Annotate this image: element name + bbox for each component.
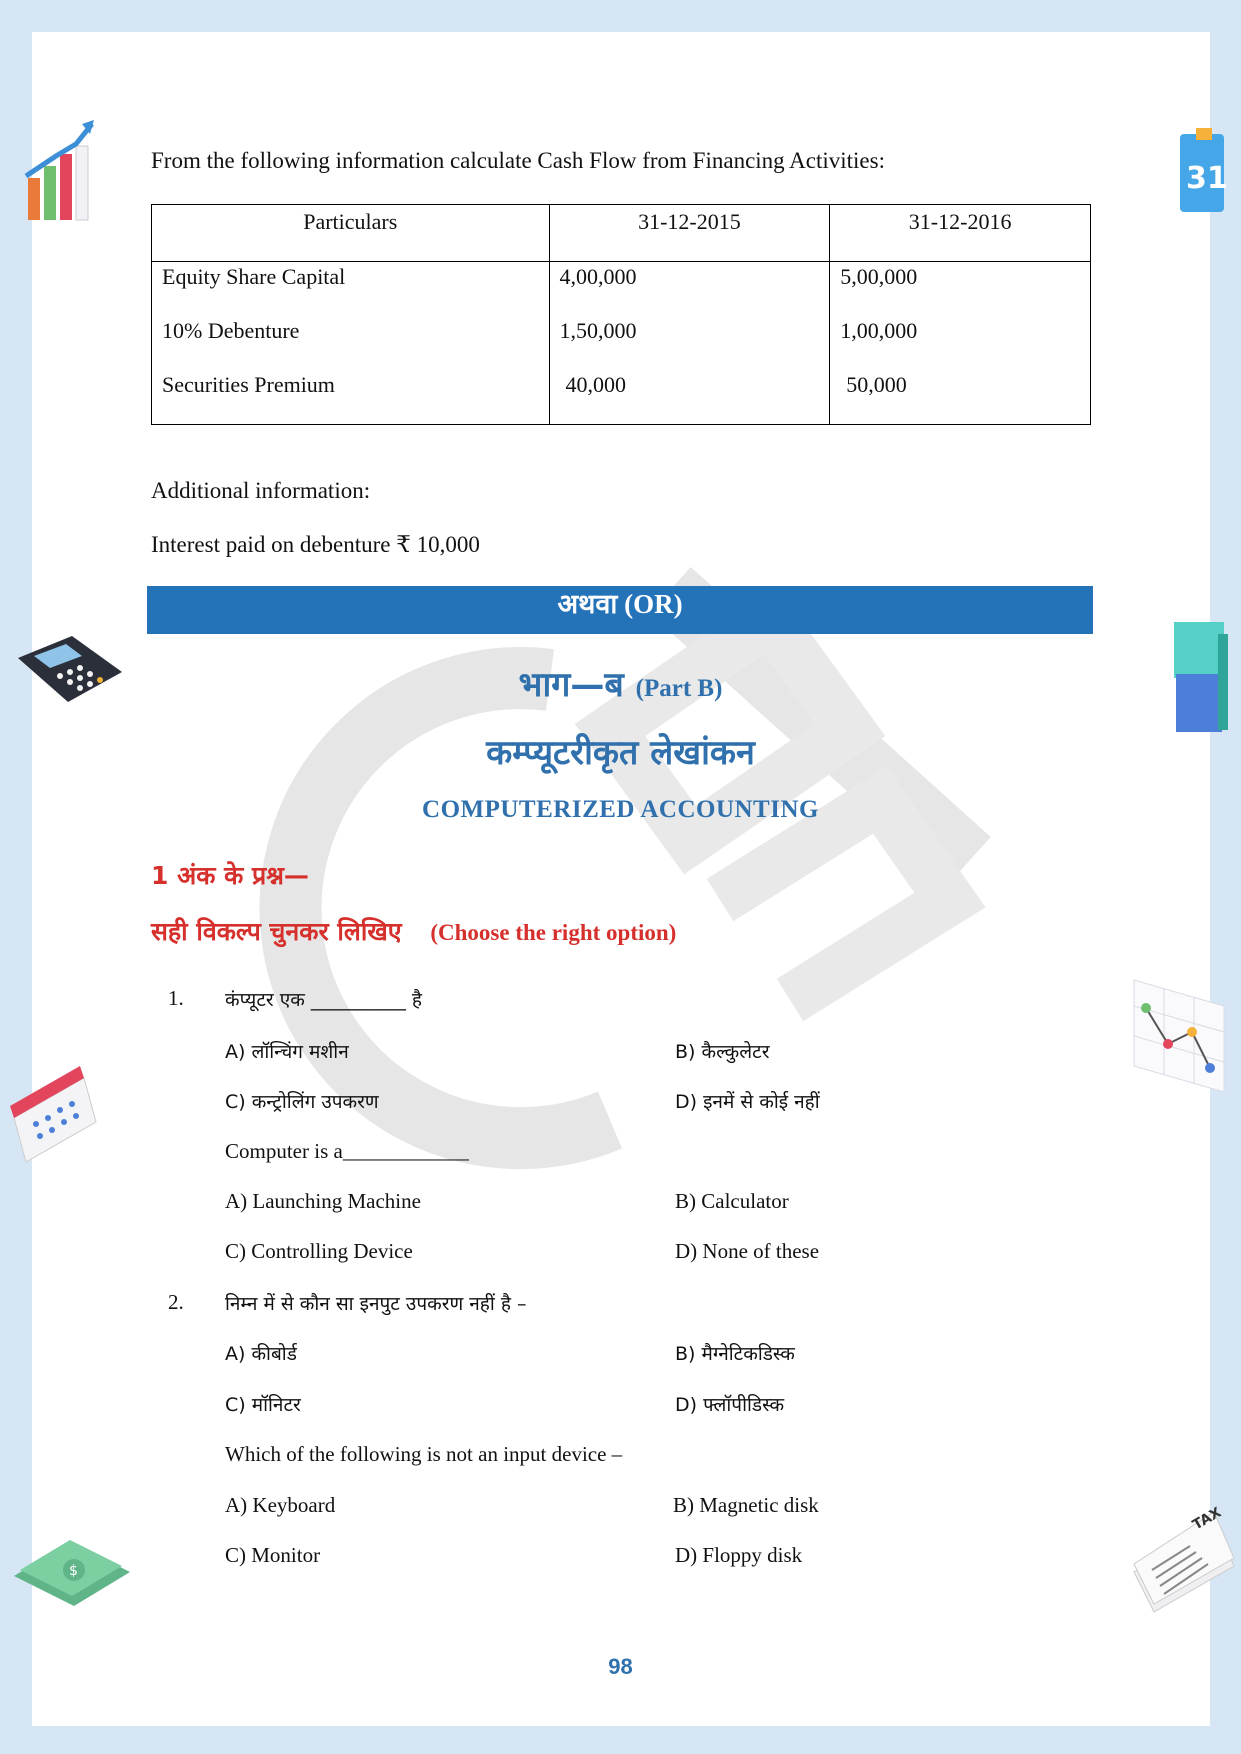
table-header: Particulars: [152, 205, 550, 262]
row-label: Equity Share Capital: [162, 264, 346, 289]
table-header-row: [152, 205, 1091, 262]
svg-text:TAX: TAX: [1190, 1504, 1225, 1534]
particulars-cell: [152, 262, 550, 425]
option-d-english: D) None of these: [675, 1239, 820, 1263]
question-text-hindi: कंप्यूटर एक __________ है: [225, 989, 422, 1011]
table-header: 31-12-2015: [549, 205, 830, 262]
value-cell: 1,00,000: [840, 318, 918, 343]
option-c-english: C) Monitor: [225, 1543, 321, 1567]
svg-text:31: 31: [1186, 161, 1228, 196]
option-a-english: A) Keyboard: [225, 1493, 336, 1517]
bar-chart-icon: [16, 118, 98, 228]
option-a-hindi: A) लॉन्चिंग मशीन: [225, 1041, 349, 1063]
option-d-hindi: D) फ्लॉपीडिस्क: [675, 1394, 785, 1416]
option-c-hindi: C) कन्ट्रोलिंग उपकरण: [225, 1091, 379, 1113]
or-banner: अथवा (OR): [147, 586, 1093, 634]
part-b-hindi: भाग—ब: [518, 665, 624, 705]
table-header: 31-12-2016: [830, 205, 1091, 262]
one-mark-heading: 1 अंक के प्रश्न—: [151, 861, 309, 890]
line-graph-icon: [1130, 976, 1228, 1096]
value-cell: 40,000: [565, 372, 627, 397]
question-text-hindi: निम्न में से कौन सा इनपुट उपकरण नहीं है –: [225, 1293, 527, 1315]
svg-text:$: $: [69, 1563, 78, 1579]
row-label: 10% Debenture: [162, 318, 300, 343]
option-c-hindi: C) मॉनिटर: [225, 1394, 301, 1416]
row-label: Securities Premium: [162, 372, 335, 397]
question-number: 2.: [168, 1290, 184, 1314]
option-d-hindi: D) इनमें से कोई नहीं: [675, 1091, 820, 1113]
question-number: 1.: [168, 986, 184, 1010]
question-text-english: Computer is a____________: [225, 1139, 469, 1163]
option-b-english: B) Magnetic disk: [673, 1493, 819, 1517]
part-b-heading: [0, 660, 1241, 706]
option-a-hindi: A) कीबोर्ड: [225, 1343, 297, 1365]
tax-papers-icon: [1130, 1492, 1238, 1616]
value-cell: 50,000: [846, 372, 907, 397]
year-2016-cell: [830, 262, 1091, 425]
option-d-english: D) Floppy disk: [675, 1543, 803, 1567]
option-b-english: B) Calculator: [675, 1189, 789, 1213]
question-text-english: Which of the following is not an input device –: [225, 1442, 623, 1466]
intro-text: From the following information calculate Cash Flow from Financing Activities:: [151, 148, 885, 173]
section-title-english: COMPUTERIZED ACCOUNTING: [422, 796, 819, 823]
section-title-hindi: कम्प्यूटरीकृत लेखांकन: [486, 733, 755, 773]
option-a-english: A) Launching Machine: [225, 1189, 421, 1213]
page-number: 98: [608, 1654, 633, 1679]
cash-money-icon: [10, 1532, 134, 1612]
option-b-hindi: B) कैल्कुलेटर: [675, 1041, 770, 1063]
value-cell: 5,00,000: [840, 264, 918, 289]
part-b-english: (Part B): [635, 675, 723, 702]
option-b-hindi: B) मैग्नेटिकडिस्क: [675, 1343, 795, 1365]
choose-option-heading: [151, 914, 676, 948]
year-2015-cell: [549, 262, 830, 425]
value-cell: 1,50,000: [559, 318, 637, 343]
choose-hindi: सही विकल्प चुनकर लिखिए: [151, 917, 402, 946]
additional-info-label: Additional information:: [151, 478, 371, 503]
desk-calendar-icon: [8, 1058, 102, 1166]
financial-table: [151, 204, 1091, 425]
value-cell: 4,00,000: [559, 264, 637, 289]
choose-english: (Choose the right option): [430, 920, 677, 945]
interest-info: Interest paid on debenture ₹ 10,000: [151, 532, 480, 557]
calendar-31-icon: [1172, 124, 1230, 220]
table-row: [152, 262, 1091, 425]
option-c-english: C) Controlling Device: [225, 1239, 413, 1263]
